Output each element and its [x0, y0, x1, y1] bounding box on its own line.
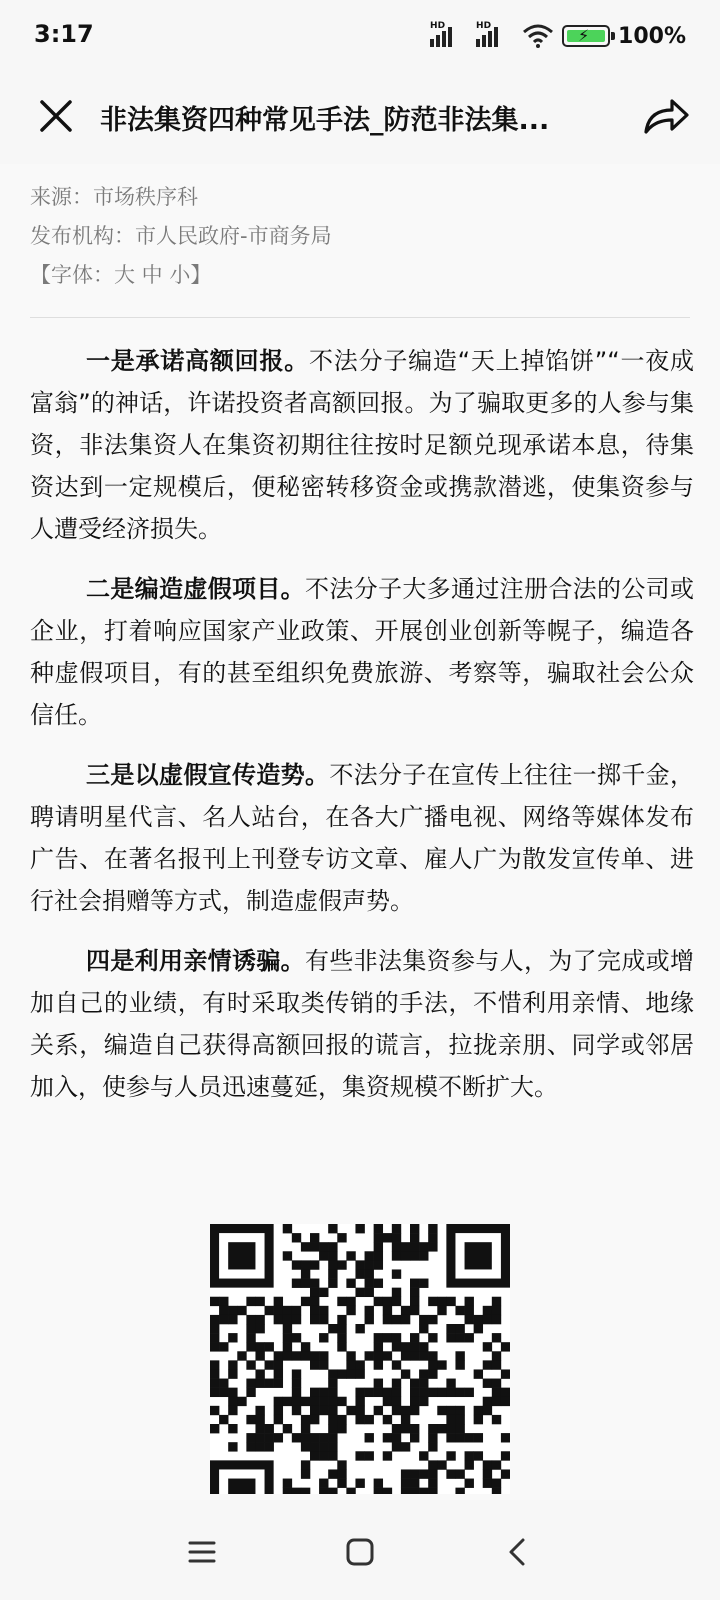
paragraph-lead: 四是利用亲情诱骗。: [86, 947, 305, 975]
home-icon: [345, 1537, 375, 1567]
font-size-selector[interactable]: 【字体：大 中 小】: [30, 263, 212, 287]
article-container: [0, 164, 720, 1500]
article-publisher: 发布机构：市人民政府-市商务局: [30, 224, 332, 248]
article-body: [0, 318, 720, 1108]
paragraph-body: 有些非法集资参与人，为了完成或增加自己的业绩，有时采取类传销的手法，不惜利用亲情、地缘关系，编造自己获得高额回报的谎言，拉拢亲朋、同学或邻居加入，使参与人员迅速蔓延，集资规模不断扩大。: [30, 947, 694, 1101]
navigation-bar: [0, 1500, 720, 1600]
article-paragraph: [30, 754, 694, 922]
battery-icon: ⚡: [562, 25, 610, 47]
page-title: 非法集资四种常见手法_防范非法集...: [100, 105, 550, 136]
title-bar: [0, 72, 720, 164]
article-paragraph: [30, 940, 694, 1108]
menu-icon: [187, 1538, 217, 1566]
article-paragraph: [30, 568, 694, 736]
status-icons: [430, 18, 686, 54]
paragraph-lead: 三是以虚假宣传造势。: [86, 761, 330, 789]
signal-icon: [430, 21, 468, 47]
close-icon[interactable]: [32, 92, 80, 140]
menu-button[interactable]: [174, 1524, 230, 1580]
paragraph-body: 不法分子在宣传上往往一掷千金，聘请明星代言、名人站台，在各大广播电视、网络等媒体发布广告、在著名报刊上刊登专访文章、雇人广为散发宣传单、进行社会捐赠等方式，制造虚假声势。: [30, 761, 695, 915]
article-meta: [0, 164, 720, 309]
paragraph-lead: 一是承诺高额回报。: [86, 347, 310, 375]
signal-hd-label: HD: [430, 21, 446, 31]
qr-code-icon: [210, 1224, 510, 1494]
article-paragraph: [30, 340, 694, 550]
paragraph-lead: 二是编造虚假项目。: [86, 575, 305, 603]
paragraph-body: 不法分子编造“天上掉馅饼”“一夜成富翁”的神话，许诺投资者高额回报。为了骗取更多的人参与集资，非法集资人在集资初期往往按时足额兑现承诺本息，待集资达到一定规模后，便秘密转移资金或携款潜逃，使集资参与人遭受经济损失。: [30, 347, 694, 543]
back-button[interactable]: [490, 1524, 546, 1580]
share-icon[interactable]: [640, 92, 692, 140]
signal-icon: [476, 21, 514, 47]
signal-hd-label: HD: [476, 21, 492, 31]
qr-code: [210, 1224, 510, 1494]
back-icon: [505, 1537, 531, 1567]
article-source: 来源：市场秩序科: [30, 185, 198, 209]
status-bar: [0, 0, 720, 72]
battery-percent: 100%: [618, 23, 686, 49]
wifi-icon: [522, 24, 554, 48]
status-time: 3:17: [34, 20, 94, 48]
home-button[interactable]: [332, 1524, 388, 1580]
paragraph-body: 不法分子大多通过注册合法的公司或企业，打着响应国家产业政策、开展创业创新等幌子，编造各种虚假项目，有的甚至组织免费旅游、考察等，骗取社会公众信任。: [30, 575, 694, 729]
